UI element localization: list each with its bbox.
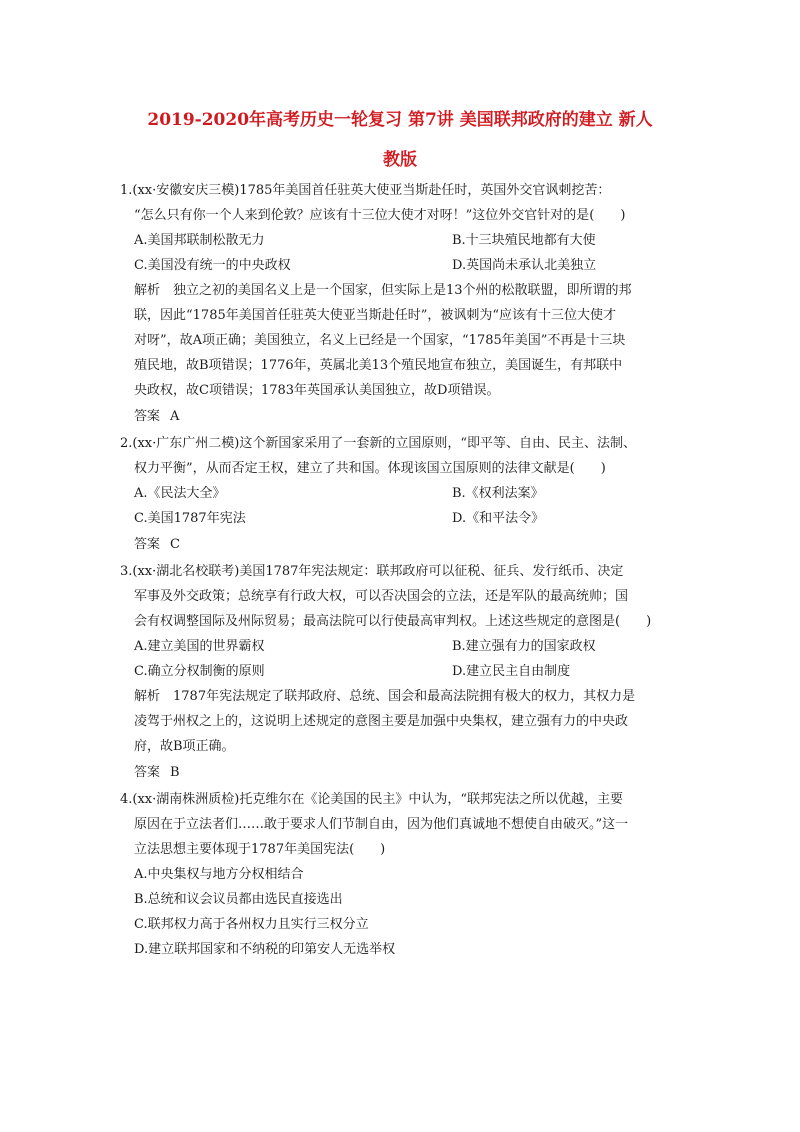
answer-label: 答案 <box>134 409 161 424</box>
question-stem-line: 立法思想主要体现于1787年美国宪法( ) <box>134 842 386 857</box>
question-3 <box>120 559 695 787</box>
analysis-line: 央政权，故C项错误；1783年英国承认美国独立，故D项错误。 <box>134 383 500 398</box>
option-c: C.联邦权力高于各州权力且实行三权分立 <box>134 917 369 932</box>
answer-value: A <box>170 409 180 424</box>
question-1 <box>120 178 695 431</box>
option-row <box>120 634 695 659</box>
question-stem-line: 1.(xx·安徽安庆三模)1785年美国首任驻英大使亚当斯赴任时，英国外交官讽刺挖苦： <box>120 183 611 198</box>
option-row <box>120 253 695 278</box>
option-row <box>120 481 695 506</box>
document-title <box>100 100 700 180</box>
title-line-2: 教版 <box>383 150 417 170</box>
option-a: A.《民法大全》 <box>134 486 226 501</box>
option-row <box>120 506 695 531</box>
question-stem-line: “怎么只有你一个人来到伦敦？应该有十三位大使才对呀！”这位外交官针对的是( ) <box>134 208 626 223</box>
answer-value: B <box>170 765 180 780</box>
option-b: B.《权利法案》 <box>452 486 544 501</box>
option-b: B.总统和议会议员都由选民直接选出 <box>134 892 343 907</box>
analysis-line: 解析 1787年宪法规定了联邦政府、总统、国会和最高法院拥有极大的权力，其权力是 <box>134 689 636 704</box>
question-stem-line: 3.(xx·湖北名校联考)美国1787年宪法规定：联邦政府可以征税、征兵、发行纸币、决定 <box>120 564 624 579</box>
question-list <box>120 178 695 962</box>
answer-line <box>120 531 695 559</box>
option-a: A.美国邦联制松散无力 <box>134 233 265 248</box>
question-stem-line: 4.(xx·湖南株洲质检)托克维尔在《论美国的民主》中认为，“联邦宪法之所以优越，主要 <box>120 792 623 807</box>
option-d: D.建立民主自由制度 <box>452 664 571 679</box>
answer-label: 答案 <box>134 765 161 780</box>
analysis-line: 解析 独立之初的美国名义上是一个国家，但实际上是13个州的松散联盟，即所谓的邦 <box>134 283 632 298</box>
answer-line <box>120 403 695 431</box>
option-d: D.《和平法令》 <box>452 511 545 526</box>
analysis-line: 联，因此“1785年美国首任驻英大使亚当斯赴任时”，被讽刺为“应该有十三位大使才 <box>134 308 617 323</box>
answer-value: C <box>170 537 180 552</box>
option-row <box>120 659 695 684</box>
question-stem-line: 2.(xx·广东广州二模)这个新国家采用了一套新的立国原则，“即平等、自由、民主、法制、 <box>120 436 636 451</box>
option-row <box>120 228 695 253</box>
question-4 <box>120 787 695 962</box>
answer-label: 答案 <box>134 537 161 552</box>
option-b: B.十三块殖民地都有大使 <box>452 233 596 248</box>
option-a: A.建立美国的世界霸权 <box>134 639 265 654</box>
question-stem-line: 原因在于立法者们……敢于要求人们节制自由，因为他们真诚地不想使自由破灭。”这一 <box>134 817 629 832</box>
question-stem-line: 会有权调整国际及州际贸易；最高法院可以行使最高审判权。上述这些规定的意图是( ) <box>134 614 652 629</box>
option-c: C.美国1787年宪法 <box>134 511 246 526</box>
option-a: A.中央集权与地方分权相结合 <box>134 867 304 882</box>
analysis-line: 殖民地，故B项错误；1776年，英属北美13个殖民地宣布独立，美国诞生，有邦联中 <box>134 358 623 373</box>
question-stem-line: 军事及外交政策；总统享有行政大权，可以否决国会的立法，还是军队的最高统帅；国 <box>134 589 629 604</box>
question-stem-line: 权力平衡”，从而否定王权，建立了共和国。体现该国立国原则的法律文献是( ) <box>134 461 606 476</box>
title-line-1: 2019-2020年高考历史一轮复习 第7讲 美国联邦政府的建立 新人 <box>147 110 653 130</box>
analysis-line: 对呀”，故A项正确；美国独立，名义上已经是一个国家，“1785年美国”不再是十三块 <box>134 333 626 348</box>
question-2 <box>120 431 695 559</box>
option-c: C.确立分权制衡的原则 <box>134 664 265 679</box>
option-d: D.英国尚未承认北美独立 <box>452 258 597 273</box>
option-b: B.建立强有力的国家政权 <box>452 639 596 654</box>
analysis-line: 凌驾于州权之上的，这说明上述规定的意图主要是加强中央集权，建立强有力的中央政 <box>134 714 629 729</box>
option-c: C.美国没有统一的中央政权 <box>134 258 291 273</box>
analysis-line: 府，故B项正确。 <box>134 739 235 754</box>
answer-line <box>120 759 695 787</box>
option-d: D.建立联邦国家和不纳税的印第安人无选举权 <box>134 942 396 957</box>
